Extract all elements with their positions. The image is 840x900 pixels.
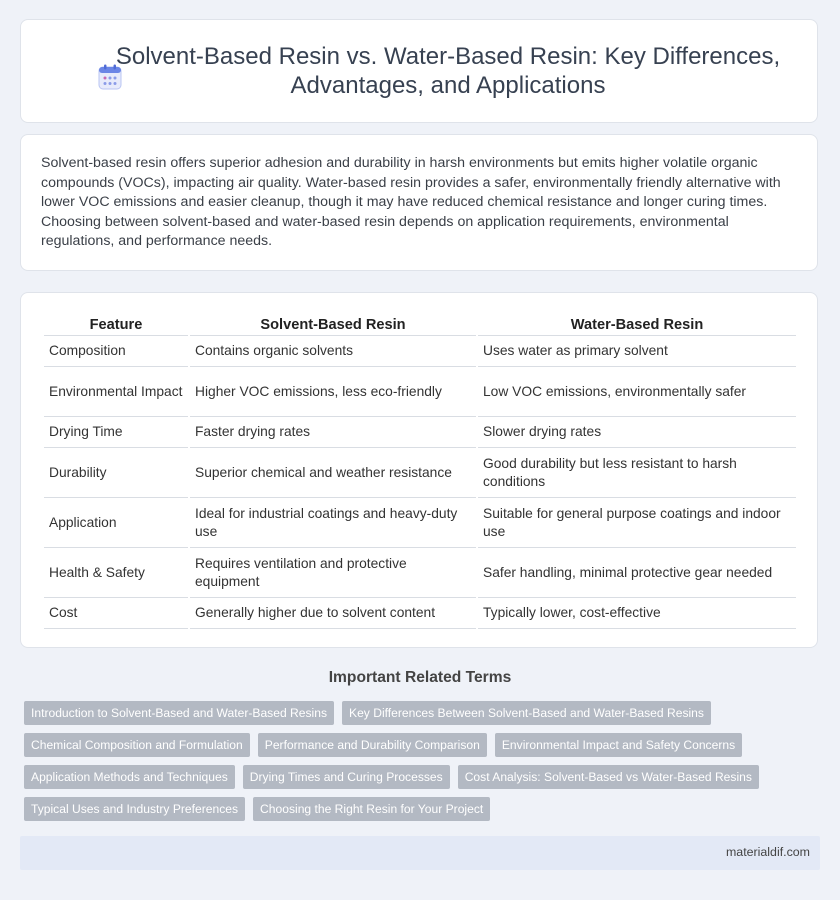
table-row	[44, 417, 796, 448]
related-term-tag[interactable]: Cost Analysis: Solvent-Based vs Water-Based Resins	[458, 765, 759, 789]
page-title: Solvent-Based Resin vs. Water-Based Resin: Key Differences, Advantages, and Applications	[115, 43, 781, 99]
solvent-cell: Superior chemical and weather resistance	[190, 448, 476, 498]
related-term-tag[interactable]: Choosing the Right Resin for Your Project	[253, 797, 490, 821]
feature-cell: Drying Time	[44, 417, 188, 448]
feature-cell: Health & Safety	[44, 548, 188, 598]
related-term-tag[interactable]: Environmental Impact and Safety Concerns	[495, 733, 742, 757]
water-cell: Suitable for general purpose coatings and indoor use	[478, 498, 796, 548]
column-header-solvent: Solvent-Based Resin	[190, 310, 476, 336]
column-header-feature: Feature	[44, 310, 188, 336]
footer	[20, 836, 820, 870]
solvent-cell: Ideal for industrial coatings and heavy-duty use	[190, 498, 476, 548]
site-link[interactable]: materialdif.com	[725, 845, 810, 859]
table-row	[44, 336, 796, 367]
related-terms-title: Important Related Terms	[328, 669, 512, 686]
related-term-tag[interactable]: Typical Uses and Industry Preferences	[24, 797, 245, 821]
feature-cell: Composition	[44, 336, 188, 367]
feature-cell: Durability	[44, 448, 188, 498]
related-term-tag[interactable]: Application Methods and Techniques	[24, 765, 235, 789]
water-cell: Uses water as primary solvent	[478, 336, 796, 367]
solvent-cell: Contains organic solvents	[190, 336, 476, 367]
solvent-cell: Requires ventilation and protective equipment	[190, 548, 476, 598]
water-cell: Typically lower, cost-effective	[478, 598, 796, 629]
solvent-cell: Generally higher due to solvent content	[190, 598, 476, 629]
water-cell: Low VOC emissions, environmentally safer	[478, 367, 796, 417]
table-header-row	[44, 310, 796, 336]
related-term-tag[interactable]: Drying Times and Curing Processes	[243, 765, 450, 789]
table-row	[44, 448, 796, 498]
feature-cell: Environmental Impact	[44, 367, 188, 417]
related-term-tag[interactable]: Introduction to Solvent-Based and Water-Based Resins	[24, 701, 334, 725]
related-term-tag[interactable]: Performance and Durability Comparison	[258, 733, 487, 757]
intro-card	[20, 134, 818, 271]
related-term-tag[interactable]: Key Differences Between Solvent-Based and Water-Based Resins	[342, 701, 711, 725]
intro-paragraph: Solvent-based resin offers superior adhesion and durability in harsh environments but emits higher volatile organic compounds (VOCs), impacting air quality. Water-based resin provides a safer, environmentally friendly alternative with lower VOC emissions and easier cleanup, though it may have reduced chemical resistance and longer curing times. Choosing between solvent-based and water-based resin depends on application requirements, environmental regulations, and performance needs.	[41, 155, 781, 250]
water-cell: Safer handling, minimal protective gear needed	[478, 548, 796, 598]
table-row	[44, 498, 796, 548]
feature-cell: Cost	[44, 598, 188, 629]
solvent-cell: Higher VOC emissions, less eco-friendly	[190, 367, 476, 417]
related-terms-tags	[24, 701, 814, 829]
water-cell: Good durability but less resistant to harsh conditions	[478, 448, 796, 498]
solvent-cell: Faster drying rates	[190, 417, 476, 448]
related-term-tag[interactable]: Chemical Composition and Formulation	[24, 733, 250, 757]
table-row	[44, 367, 796, 417]
water-cell: Slower drying rates	[478, 417, 796, 448]
table-row	[44, 598, 796, 629]
table-row	[44, 548, 796, 598]
feature-cell: Application	[44, 498, 188, 548]
comparison-table	[42, 310, 798, 629]
header-card	[20, 19, 818, 123]
column-header-water: Water-Based Resin	[478, 310, 796, 336]
